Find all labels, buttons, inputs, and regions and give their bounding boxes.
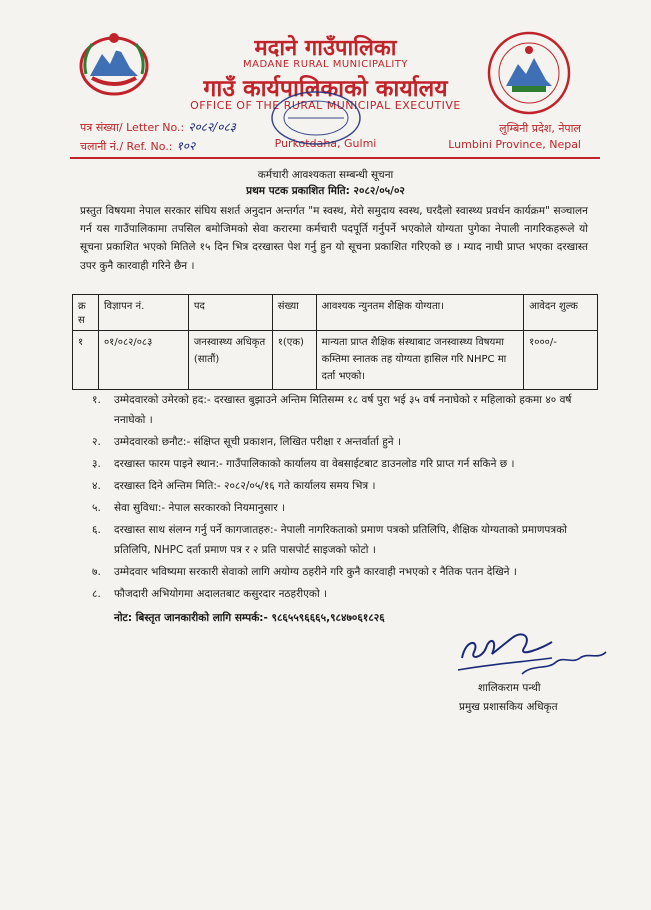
table-row <box>73 331 598 390</box>
office-stamp <box>268 88 364 148</box>
item-text: दरखास्त फारम पाइने स्थान:- गाउँपालिकाको कार्यालय वा वेबसाईटबाट डाउनलोड गरि प्राप्त गर्न सकिने छ । <box>114 458 515 470</box>
item-number: ४. <box>92 480 101 492</box>
list-item <box>92 390 592 430</box>
column-header: विज्ञापन नं. <box>98 295 188 331</box>
vacancy-table <box>72 294 598 390</box>
list-item <box>92 584 592 604</box>
item-text: दरखास्त साथ संलग्न गर्नु पर्ने कागजातहरु:- नेपाली नागरिकताको प्रमाण पत्रको प्रतिलिपि, शैक्षिक योग्यताको प्रमाणपत्रको प्रतिलिपि, NHPC दर्ता प्रमाण पत्र र २ प्रति पासपोर्ट साइजको फोटो । <box>114 524 567 556</box>
item-number: १. <box>92 394 101 406</box>
office-location: Purkotdaha, Gulmi <box>274 137 377 150</box>
letter-number-value: २०८२/०८३ <box>188 120 236 134</box>
province-nepali: लुम्बिनी प्रदेश, नेपाल <box>499 122 581 135</box>
item-number: ३. <box>92 458 101 470</box>
letter-number <box>80 118 236 135</box>
reference-number-label: चलानी नं./ Ref. No.: <box>80 140 173 153</box>
table-cell: १(एक) <box>272 331 316 390</box>
table-cell: जनस्वास्थ्य अधिकृत (सातौं) <box>188 331 272 390</box>
reference-number-value: १०२ <box>176 139 196 153</box>
list-item <box>92 562 592 582</box>
item-text: दरखास्त दिने अन्तिम मिति:- २०८२/०५/१६ गते कार्यालय समय भित्र । <box>114 480 376 492</box>
notice-paragraph: प्रस्तुत विषयमा नेपाल सरकार संघिय सशर्त अनुदान अन्तर्गत "म स्वस्थ, मेरो समुदाय स्वस्थ, घरदैलो स्वास्थ्य प्रवर्धन कार्यक्रम" सञ्चालन गर्न यस गाउँपालिकामा तपसिल बमोजिमको सेवा करारमा कर्मचारी पदपूर्ति गर्नुपर्ने भएकोले योग्यता पुगेका नेपाली नागरिकहरूले यो सूचना प्रकाशित भएको मितिले १५ दिन भित्र दरखास्त पेश गर्नु हुन यो सूचना प्रकाशित गरिएको छ । म्याद नाघी प्राप्त भएका दरखास्त उपर कुनै कारवाही गरिने छैन । <box>80 205 588 272</box>
conditions-list <box>92 390 592 606</box>
municipality-name-english: MADANE RURAL MUNICIPALITY <box>243 59 408 70</box>
item-text: फौजदारी अभियोगमा अदालतबाट कसुरदार नठहरीएको । <box>114 588 328 600</box>
signatory-title: प्रमुख प्रशासकिय अधिकृत <box>459 701 558 713</box>
list-item <box>92 476 592 496</box>
item-number: २. <box>92 436 101 448</box>
item-text: उम्मेदवार भविष्यमा सरकारी सेवाको लागि अयोग्य ठहरीने गरि कुनै कारवाही नभएको र नैतिक पतन देखिने । <box>114 566 517 578</box>
list-item <box>92 432 592 452</box>
item-text: उम्मेदवारको उमेरको हद:- दरखास्त बुझाउने अन्तिम मितिसम्म १८ वर्ष पुरा भई ३५ वर्ष ननाघेको र महिलाको हकमा ४० वर्ष ननाघेको । <box>114 394 572 426</box>
reference-number <box>80 137 195 154</box>
item-number: ५. <box>92 502 101 514</box>
notice-published-date: प्रथम पटक प्रकाशित मिति: २०८२/०५/०२ <box>246 185 405 197</box>
item-text: सेवा सुविधा:- नेपाल सरकारको नियमानुसार । <box>114 502 285 514</box>
municipality-name-nepali: मदाने गाउँपालिका <box>254 36 397 61</box>
province-english: Lumbini Province, Nepal <box>448 138 581 151</box>
item-number: ७. <box>92 566 101 578</box>
list-item <box>92 520 592 560</box>
notice-subject: कर्मचारी आवश्यकता सम्बन्धी सूचना <box>257 169 394 181</box>
letter-number-label: पत्र संख्या/ Letter No.: <box>80 121 185 134</box>
column-header: आवेदन शुल्क <box>524 295 598 331</box>
item-number: ८. <box>92 588 101 600</box>
item-text: उम्मेदवारको छनौट:- संक्षिप्त सूची प्रकाशन, लिखित परीक्षा र अन्तर्वार्ता हुने । <box>114 436 401 448</box>
handwritten-signature <box>452 618 612 684</box>
table-cell: १ <box>73 331 99 390</box>
item-number: ६. <box>92 524 101 536</box>
signatory-name: शालिकराम पन्थी <box>478 682 541 694</box>
column-header: क्र स <box>73 295 99 331</box>
office-name-nepali: गाउँ कार्यपालिकाको कार्यालय <box>203 76 448 102</box>
column-header: संख्या <box>272 295 316 331</box>
column-header: आवश्यक न्युनतम शैक्षिक योग्यता। <box>316 295 523 331</box>
letterhead-divider <box>70 157 600 159</box>
table-cell: १०००/- <box>524 331 598 390</box>
column-header: पद <box>188 295 272 331</box>
table-cell: मान्यता प्राप्त शैक्षिक संस्थाबाट जनस्वास्थ्य विषयमा कम्तिमा स्नातक तह योग्यता हासिल गरि NHPC मा दर्ता भएको। <box>316 331 523 390</box>
list-item <box>92 498 592 518</box>
table-cell: ०१/०८२/०८३ <box>98 331 188 390</box>
office-name-english: OFFICE OF THE RURAL MUNICIPAL EXECUTIVE <box>190 99 461 112</box>
list-item <box>92 454 592 474</box>
contact-note: नोट: बिस्तृत जानकारीको लागि सम्पर्क:- ९८६५५९६६६५,९८४७०६१८२६ <box>114 612 385 624</box>
table-header-row <box>73 295 598 331</box>
